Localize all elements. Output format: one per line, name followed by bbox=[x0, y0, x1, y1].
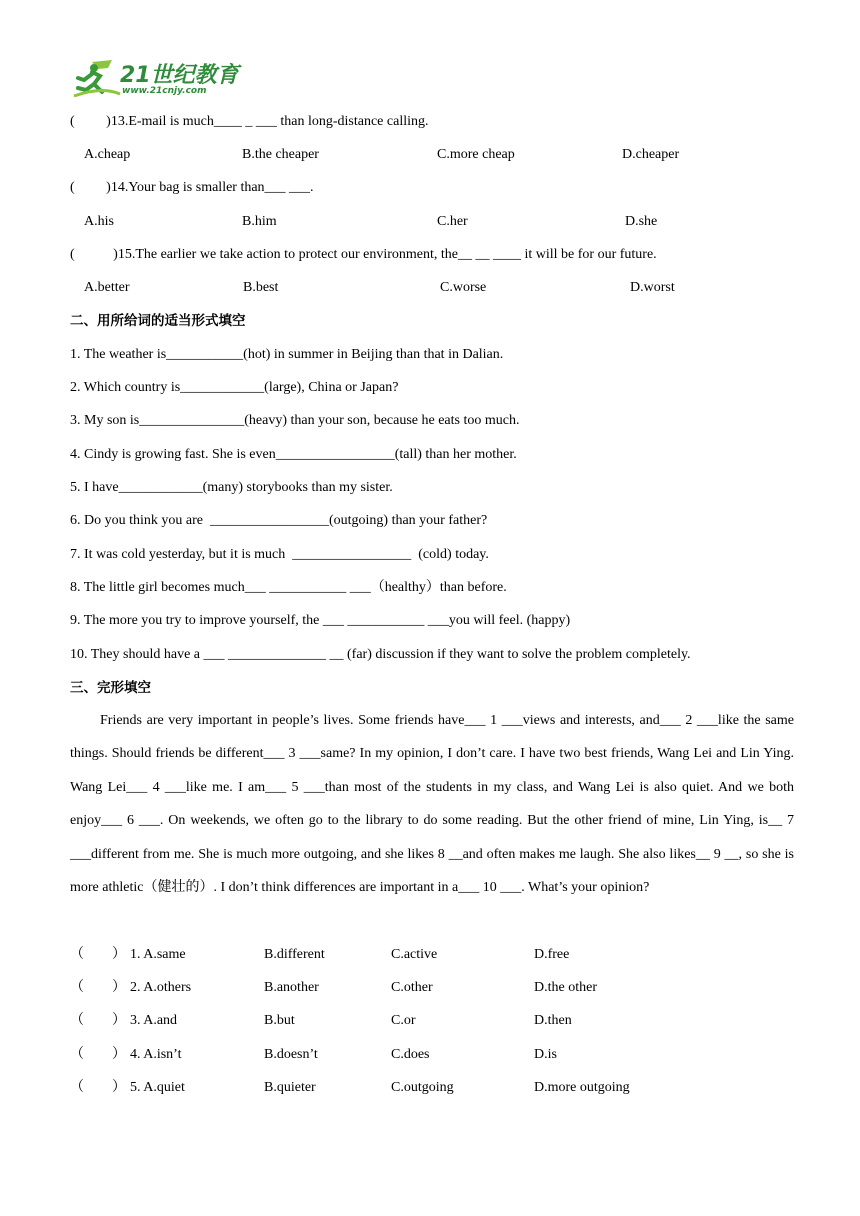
fill-item-3: 3. My son is_______________(heavy) than your son, because he eats too much. bbox=[70, 413, 520, 428]
option-14-d: D.she bbox=[625, 214, 658, 229]
cloze-q4-a: 4. A.isn’t bbox=[130, 1047, 182, 1062]
option-15-d: D.worst bbox=[630, 280, 675, 295]
cloze-q5-d: D.more outgoing bbox=[534, 1080, 630, 1095]
cloze-q4-b: B.doesn’t bbox=[264, 1047, 318, 1062]
fill-item-2: 2. Which country is____________(large), China or Japan? bbox=[70, 380, 399, 395]
logo-url-text: www.21cnjy.com bbox=[122, 86, 207, 96]
section-3-heading: 三、完形填空 bbox=[70, 680, 151, 696]
cloze-q1-d: D.free bbox=[534, 947, 570, 962]
cloze-q5-a: 5. A.quiet bbox=[130, 1080, 185, 1095]
cloze-q3-d: D.then bbox=[534, 1013, 572, 1028]
option-14-b: B.him bbox=[242, 214, 277, 229]
cloze-q4-d: D.is bbox=[534, 1047, 557, 1062]
option-15-b: B.best bbox=[243, 280, 279, 295]
logo-main-text: 21世纪教育 bbox=[120, 63, 239, 88]
option-15-c: C.worse bbox=[440, 280, 487, 295]
fill-item-9: 9. The more you try to improve yourself, the ___ ___________ ___you will feel. (happy) bbox=[70, 613, 571, 628]
cloze-q4-paren: （ ） bbox=[70, 1047, 126, 1062]
cloze-q3-paren: （ ） bbox=[70, 1013, 126, 1028]
option-13-a: A.cheap bbox=[84, 147, 131, 162]
cloze-q2-d: D.the other bbox=[534, 980, 597, 995]
cloze-q5-c: C.outgoing bbox=[391, 1080, 454, 1095]
option-13-c: C.more cheap bbox=[437, 147, 515, 162]
cloze-q1-paren: （ ） bbox=[70, 947, 126, 962]
fill-item-4: 4. Cindy is growing fast. She is even_________________(tall) than her mother. bbox=[70, 447, 517, 462]
cloze-q3-c: C.or bbox=[391, 1013, 416, 1028]
fill-item-8: 8. The little girl becomes much___ ___________ ___（healthy）than before. bbox=[70, 580, 507, 595]
question-13: ( )13.E-mail is much____ _ ___ than long-distance calling. bbox=[70, 114, 429, 129]
option-14-c: C.her bbox=[437, 214, 468, 229]
cloze-q2-paren: （ ） bbox=[70, 980, 126, 995]
cloze-passage: Friends are very important in people’s lives. Some friends have___ 1 ___views and interests, and___ 2 ___like the same things. Should friends be different___ 3 ___same? In my opinion, I don’t care. I have two best friends, Wang Lei and Lin Ying. Wang Lei___ 4 ___like me. I am___ 5 ___than most of the students in my class, and Wang Lei is also quiet. And we both enjoy___ 6 ___. On weekends, we often go to the library to do some reading. But the other friend of mine, Lin Ying, is__ 7 ___different from me. She is much more outgoing, and she likes 8 __and often makes me laugh. She also likes__ 9 __, so she is more athletic（健壮的）. I don’t think differences are important in a___ 10 ___. What’s your opinion? bbox=[70, 713, 794, 896]
cloze-q3-b: B.but bbox=[264, 1013, 295, 1028]
question-14: ( )14.Your bag is smaller than___ ___. bbox=[70, 180, 314, 195]
fill-item-5: 5. I have____________(many) storybooks than my sister. bbox=[70, 480, 393, 495]
cloze-q2-c: C.other bbox=[391, 980, 433, 995]
option-14-a: A.his bbox=[84, 214, 114, 229]
section-2-heading: 二、用所给词的适当形式填空 bbox=[70, 313, 246, 329]
fill-item-7: 7. It was cold yesterday, but it is much _________________ (cold) today. bbox=[70, 547, 489, 562]
cloze-q1-b: B.different bbox=[264, 947, 325, 962]
site-logo bbox=[72, 56, 242, 100]
cloze-q5-b: B.quieter bbox=[264, 1080, 316, 1095]
fill-item-10: 10. They should have a ___ ______________ __ (far) discussion if they want to solve the problem completely. bbox=[70, 647, 691, 662]
cloze-q5-paren: （ ） bbox=[70, 1080, 126, 1095]
fill-item-6: 6. Do you think you are _________________(outgoing) than your father? bbox=[70, 513, 488, 528]
option-13-b: B.the cheaper bbox=[242, 147, 319, 162]
cloze-q4-c: C.does bbox=[391, 1047, 430, 1062]
cloze-q1-a: 1. A.same bbox=[130, 947, 186, 962]
option-15-a: A.better bbox=[84, 280, 130, 295]
cloze-q3-a: 3. A.and bbox=[130, 1013, 178, 1028]
option-13-d: D.cheaper bbox=[622, 147, 680, 162]
fill-item-1: 1. The weather is___________(hot) in summer in Beijing than that in Dalian. bbox=[70, 347, 504, 362]
question-15: ( )15.The earlier we take action to protect our environment, the__ __ ____ it will be for our future. bbox=[70, 247, 657, 262]
cloze-q1-c: C.active bbox=[391, 947, 438, 962]
cloze-q2-a: 2. A.others bbox=[130, 980, 192, 995]
cloze-q2-b: B.another bbox=[264, 980, 319, 995]
